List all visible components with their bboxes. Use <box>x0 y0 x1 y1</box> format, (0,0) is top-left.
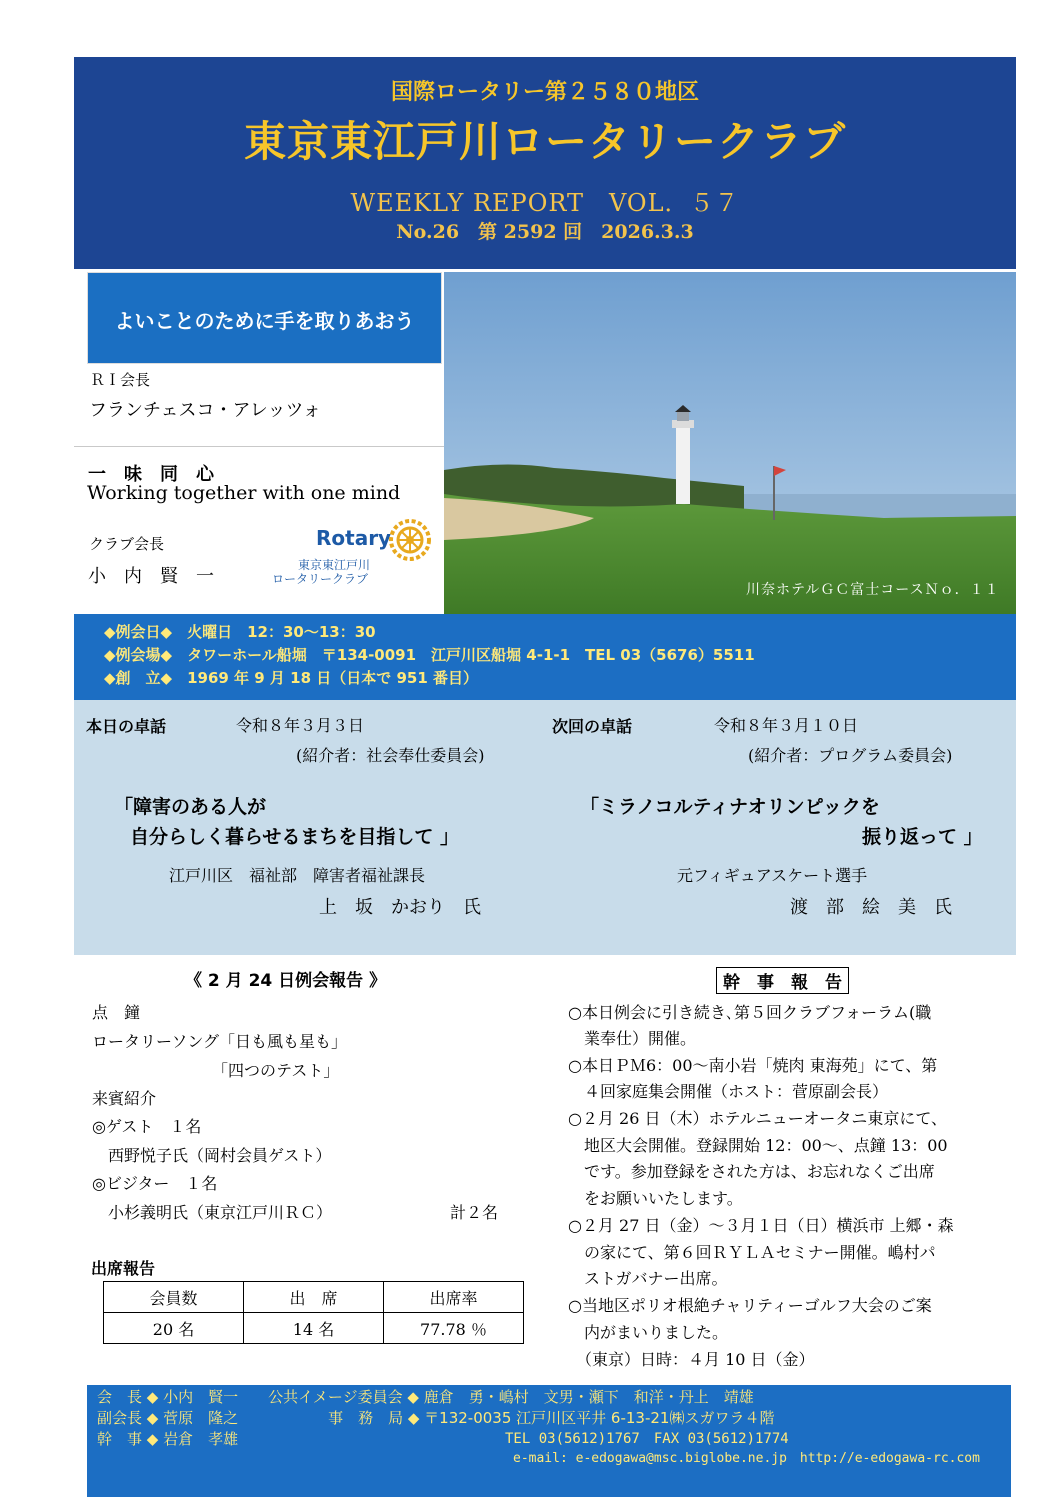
table-cell: 14 名 <box>244 1313 384 1344</box>
next-speaker-name: 渡 部 絵 美 氏 <box>790 897 952 918</box>
attendance-heading: 出席報告 <box>91 1259 156 1278</box>
club-motto-jp: 一 味 同 心 <box>88 464 214 485</box>
footer-officers-1: 会 長 ◆ 小内 賢一 公共イメージ委員会 ◆ 鹿倉 勇・嶋村 文男・瀬下 和洋・丹上 靖雄 <box>97 1388 754 1406</box>
secretary-line: 業奉仕）開催。 <box>568 1029 697 1048</box>
secretary-report-heading: 幹 事 報 告 <box>716 967 849 994</box>
logo-line1: 東京東江戸川 <box>298 558 371 572</box>
today-speaker-affiliation: 江戸川区 福祉部 障害者福祉課長 <box>169 866 426 885</box>
secretary-line: ○当地区ポリオ根絶チャリティーゴルフ大会のご案 <box>568 1296 932 1315</box>
table-cell: 77.78 ％ <box>384 1313 524 1344</box>
secretary-line: 内がまいりました。 <box>568 1323 729 1342</box>
today-talk-date: 令和８年３月３日 <box>236 716 365 735</box>
issue-number: No.26 第 2592 回 2026.3.3 <box>396 221 694 243</box>
next-talk-title-2: 振り返って 」 <box>862 826 983 848</box>
today-talk-title-1: 「障害のある人が <box>114 796 267 818</box>
today-talk-introducer: (紹介者：社会奉仕委員会) <box>296 746 485 765</box>
secretary-line: ○２月 27 日（金）～３月１日（日）横浜市 上郷・森 <box>568 1216 954 1235</box>
speech-panel <box>74 700 1016 955</box>
secretary-line: ○２月 26 日（木）ホテルニューオータニ東京にて、 <box>568 1109 948 1128</box>
meeting-place: ◆例会場◆ タワーホール船堀 〒134-0091 江戸川区船堀 4-1-1 TEL 03（5676）5511 <box>104 646 755 664</box>
lighthouse-golf-image <box>444 272 1016 614</box>
footer-email-web: e-mail: e-edogawa@msc.biglobe.ne.jp http://e-edogawa-rc.com <box>513 1451 980 1466</box>
founded-date: ◆創 立◆ 1969 年 9 月 18 日（日本で 951 番目） <box>104 669 478 687</box>
theme-box <box>87 272 442 364</box>
footer-phone: TEL 03(5612)1767 FAX 03(5612)1774 <box>505 1431 789 1447</box>
next-talk-introducer: (紹介者：プログラム委員会) <box>748 746 953 765</box>
club-president-name: 小 内 賢 一 <box>88 566 214 587</box>
report-line: 「四つのテスト」 <box>92 1061 340 1080</box>
golf-course-photo <box>444 272 1016 614</box>
secretary-line: ４回家庭集会開催（ホスト：菅原副会長） <box>568 1082 889 1101</box>
table-header: 会員数 <box>104 1282 244 1313</box>
footer-contact <box>87 1385 1011 1497</box>
report-line: 西野悦子氏（岡村会員ゲスト） <box>92 1146 332 1165</box>
ri-president-name: フランチェスコ・アレッツォ <box>89 400 321 421</box>
secretary-line: （東京）日時：４月 10 日（金） <box>568 1350 815 1369</box>
report-line: ロータリーソング「日も風も星も」 <box>92 1032 348 1051</box>
secretary-line: の家にて、第６回ＲＹＬＡセミナー開催。嶋村パ <box>568 1243 936 1262</box>
secretary-line: 地区大会開催。登録開始 12：00～、点鐘 13：00 <box>568 1136 948 1155</box>
logo-line2: ロータリークラブ <box>272 572 369 586</box>
footer-officers-2: 副会長 ◆ 菅原 隆之 事 務 局 ◆ 〒132-0035 江戸川区平井 6-13-21㈱スガワラ４階 <box>97 1409 775 1427</box>
guest-total: 計２名 <box>450 1203 499 1222</box>
weekly-report-volume: WEEKLY REPORT VOL．５７ <box>350 189 740 217</box>
rotary-wheel-icon <box>388 518 432 562</box>
table-header: 出席率 <box>384 1282 524 1313</box>
table-row <box>104 1282 524 1313</box>
next-talk-date: 令和８年３月１０日 <box>714 716 859 735</box>
secretary-line: ストガバナー出席。 <box>568 1269 728 1288</box>
next-talk-heading: 次回の卓話 <box>552 717 633 736</box>
report-line: 点 鐘 <box>92 1003 141 1022</box>
report-line: ◎ビジター １名 <box>92 1174 218 1193</box>
secretary-line: ○本日例会に引き続き､第５回クラブフォーラム(職 <box>568 1003 932 1022</box>
table-row <box>104 1313 524 1344</box>
meeting-report-heading: 《 2 月 24 日例会報告 》 <box>185 971 387 991</box>
ri-theme: よいことのために手を取りあおう <box>114 309 415 333</box>
club-motto-en: Working together with one mind <box>87 482 401 504</box>
secretary-line: です。参加登録をされた方は、お忘れなくご出席 <box>568 1162 935 1181</box>
meeting-day: ◆例会日◆ 火曜日 12：30～13：30 <box>104 623 376 641</box>
next-speaker-affiliation: 元フィギュアスケート選手 <box>677 866 868 885</box>
table-cell: 20 名 <box>104 1313 244 1344</box>
masthead <box>74 57 1016 269</box>
club-president-label: クラブ会長 <box>89 535 165 553</box>
meeting-info-bar <box>74 614 1016 700</box>
secretary-line: ○本日ＰＭ6：00～南小岩「焼肉 東海苑」にて、第 <box>568 1056 938 1075</box>
report-line: ◎ゲスト １名 <box>92 1117 202 1136</box>
next-talk-title-1: 「ミラノコルティナオリンピックを <box>580 796 880 818</box>
rotary-wordmark: Rotary <box>316 526 392 550</box>
today-talk-title-2: 自分らしく暮らせるまちを目指して 」 <box>130 826 460 848</box>
today-talk-heading: 本日の卓話 <box>86 717 167 736</box>
ri-president-label: ＲＩ会長 <box>90 371 151 389</box>
divider <box>74 446 446 447</box>
attendance-table <box>103 1281 524 1344</box>
footer-officers-3: 幹 事 ◆ 岩倉 孝雄 <box>97 1430 239 1448</box>
rotary-logo <box>270 516 435 588</box>
club-name: 東京東江戸川ロータリークラブ <box>243 117 846 166</box>
photo-caption: 川奈ホテルＧＣ富士コースＮｏ．１１ <box>746 582 1000 598</box>
table-header: 出 席 <box>244 1282 384 1313</box>
today-speaker-name: 上 坂 かおり 氏 <box>319 897 481 918</box>
report-line: 小杉義明氏（東京江戸川ＲＣ） <box>92 1203 333 1222</box>
secretary-line: をお願いいたします。 <box>568 1189 743 1208</box>
report-line: 来賓紹介 <box>92 1089 157 1108</box>
district-title: 国際ロータリー第２５８０地区 <box>390 80 699 105</box>
